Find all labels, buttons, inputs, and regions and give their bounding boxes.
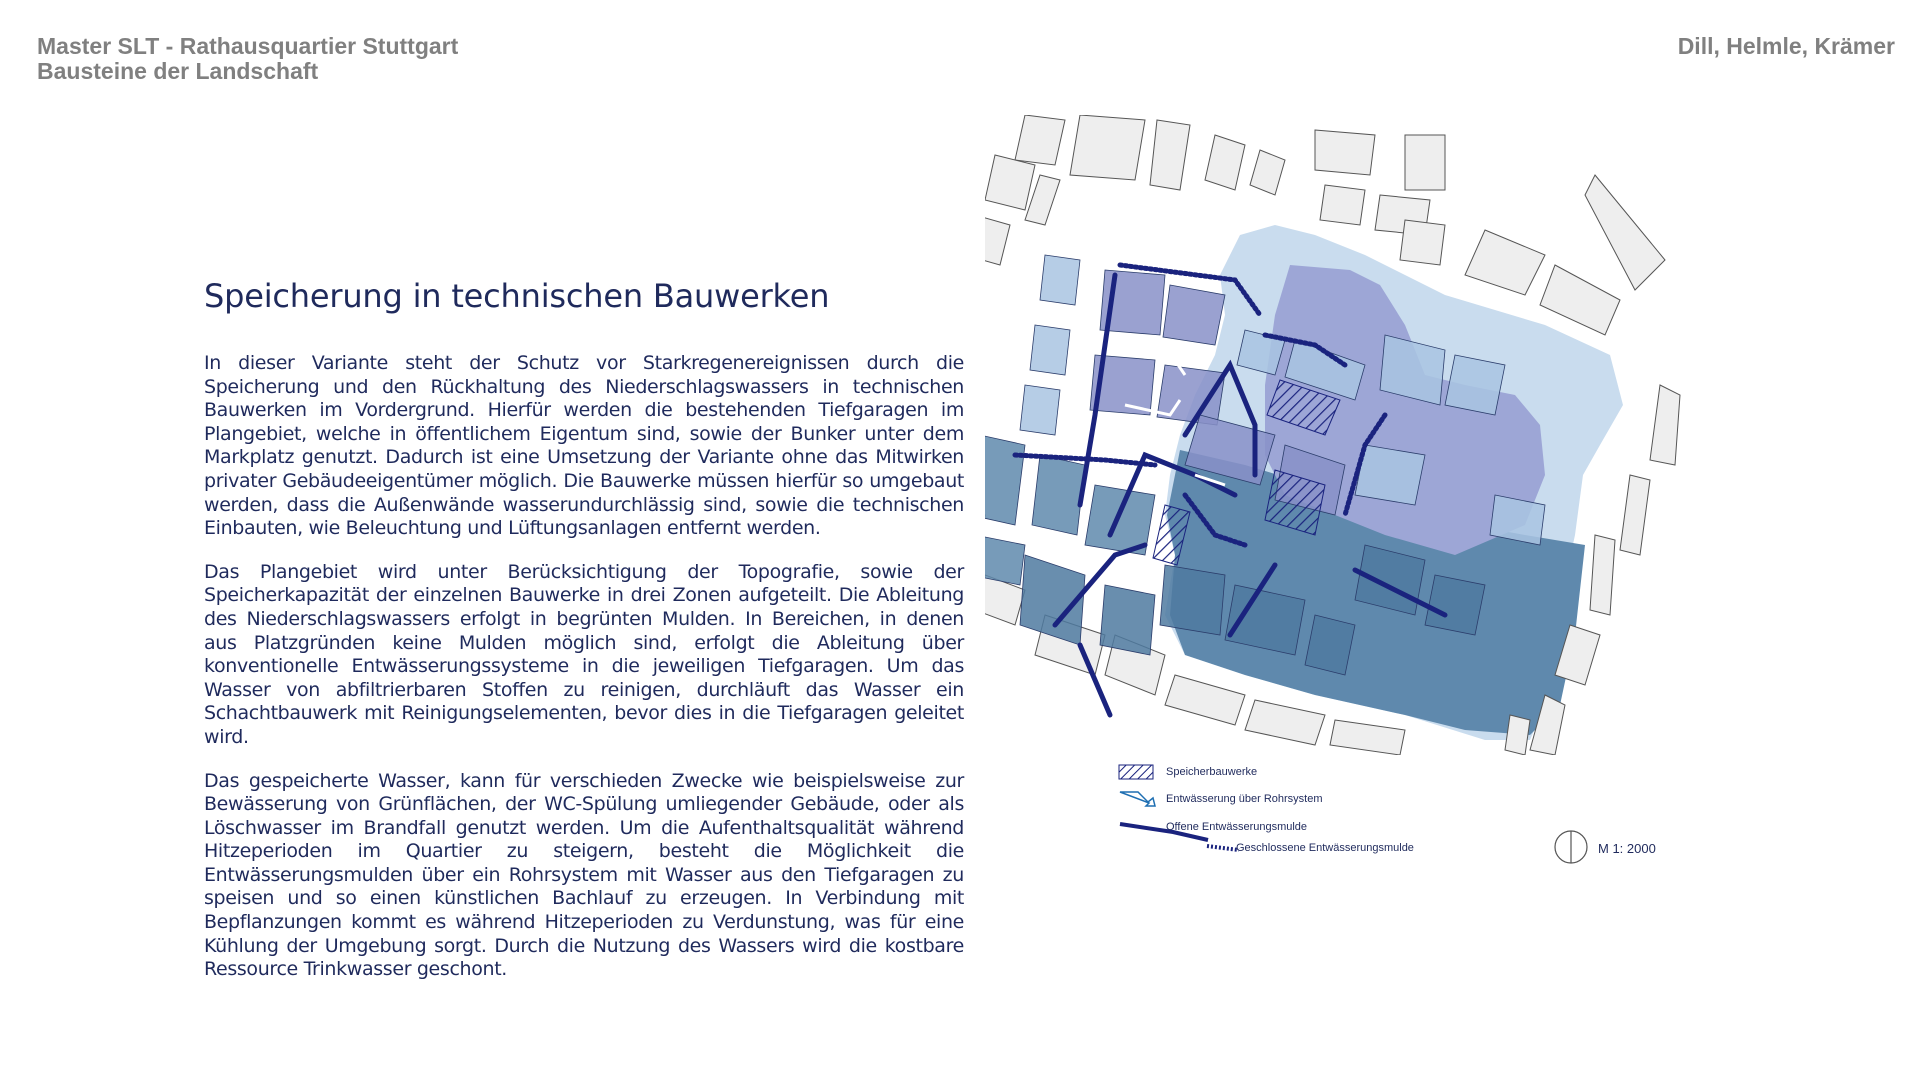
north-arrow-icon [1553,827,1593,867]
header-left [37,34,458,84]
paragraph-1: In dieser Variante steht der Schutz vor Starkregenereignissen durch die Speicherung und den Rückhaltung des Niederschlagswassers in technischen Bauwerken im Vordergrund. Hierfür werden die bestehenden Tiefgaragen im Plangebiet, welche in öffentlichem Eigentum sind, sowie der Bunker unter dem Markplatz genutzt. Dadurch ist eine Umsetzung der Variante ohne das Mitwirken privater Gebäudeeigentümer möglich. Die Bauwerke müssen hierfür so umgebaut werden, dass die Außenwände wasserundurchlässig sind, sowie die technischen Einbauten, wie Beleuchtung und Lüftungsanlagen entfernt werden. [204,352,964,540]
site-plan-map [985,115,1805,755]
legend [1118,762,1538,872]
page-title: Speicherung in technischen Bauwerken [204,277,830,315]
module-subtitle: Bausteine der Landschaft [37,58,319,84]
body-text [204,352,964,1002]
pipe-arrow-icon [1118,788,1158,808]
course-title: Master SLT - Rathausquartier Stuttgart [37,33,459,59]
paragraph-3: Das gespeicherte Wasser, kann für verschieden Zwecke wie beispielsweise zur Bewässerung von Grünflächen, der WC-Spülung umliegender Gebäude, oder als Löschwasser im Brandfall genutzt werden. Um die Aufenthaltsqualität während Hitzeperioden im Quartier zu steigern, besteht die Möglichkeit die Entwässerungsmulden über ein Rohrsystem mit Wasser aus den Tiefgaragen zu speisen und so einen künstlichen Bachlauf zu erzeugen. In Verbindung mit Bepflanzungen kommt es während Hitzeperioden zu Verdunstung, was für eine Kühlung der Umgebung sorgt. Durch die Nutzung des Wassers wird die kostbare Ressource Trinkwasser geschont. [204,769,964,981]
authors: Dill, Helmle, Krämer [1677,33,1895,59]
paragraph-2: Das Plangebiet wird unter Berücksichtigung der Topografie, sowie der Speicherkapazität der einzelnen Bauwerke in drei Zonen aufgeteilt. Die Ableitung des Niederschlagswassers erfolgt in begrünten Mulden. In Bereichen, in denen aus Platzgründen keine Mulden möglich sind, erfolgt die Ableitung über konventionelle Entwässerungssysteme in die jeweiligen Tiefgaragen. Um das Wasser von abfiltrierbaren Stoffen zu reinigen, durchläuft das Wasser ein Schachtbauwerk mit Reinigungselementen, bevor dies in die Tiefgaragen geleitet wird. [204,560,964,748]
legend-label-pipe: Entwässerung über Rohrsystem [1166,793,1323,805]
scale-indicator [1553,827,1713,867]
scale-label: M 1: 2000 [1598,841,1656,856]
legend-label-open: Offene Entwässerungsmulde [1166,821,1308,833]
hatch-swatch-icon [1118,764,1154,780]
legend-label-closed: Geschlossene Entwässerungsmulde [1236,842,1414,854]
legend-label-storage: Speicherbauwerke [1166,766,1258,778]
